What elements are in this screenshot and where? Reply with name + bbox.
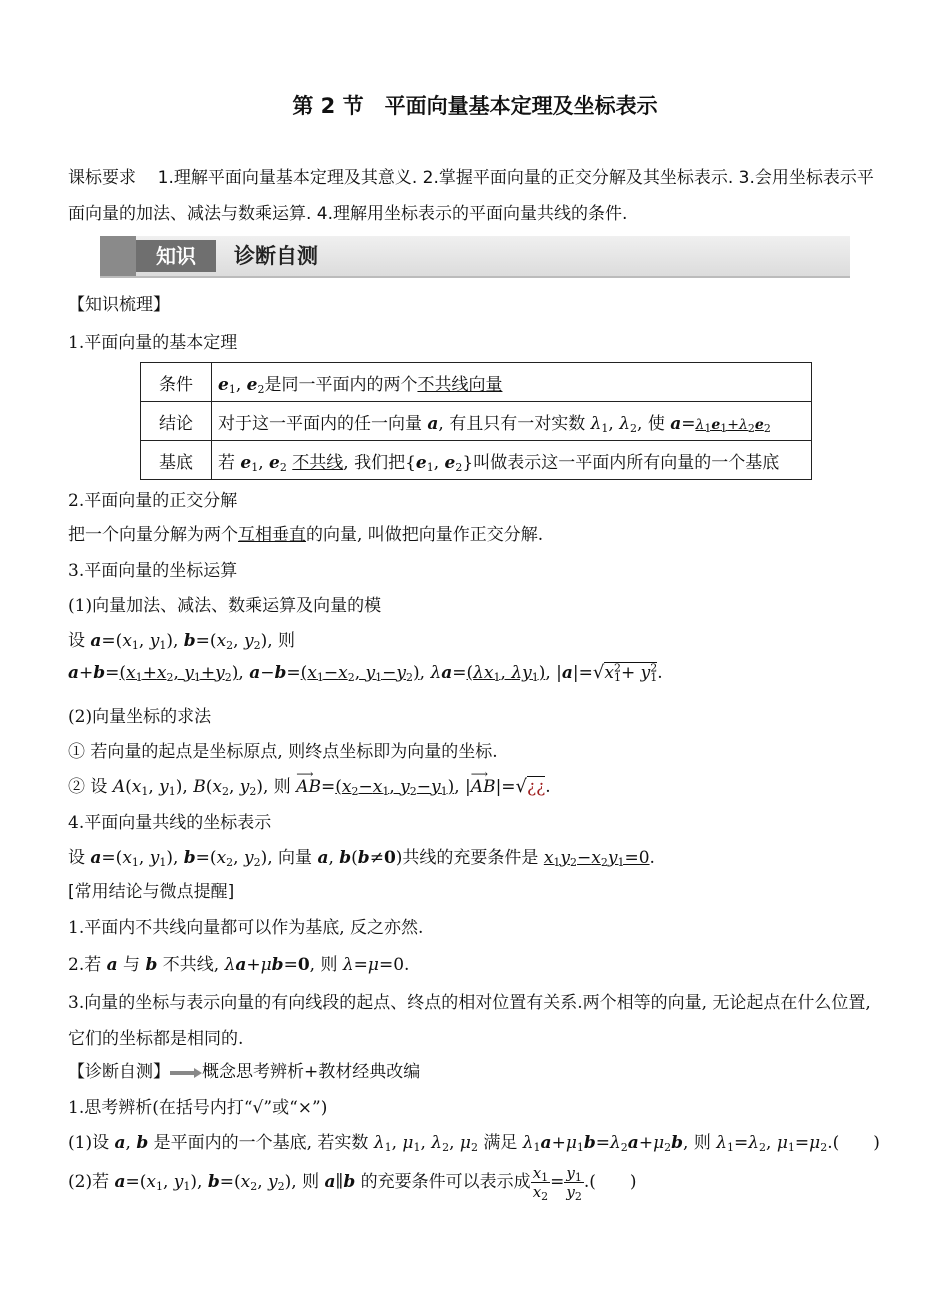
q1-2-a: (2)若 (68, 1172, 115, 1192)
rule-2-text: ② 设 (68, 777, 113, 797)
section-1-heading: 1.平面向量的基本定理 (68, 333, 238, 353)
section-banner (100, 236, 850, 278)
section-3-heading: 3.平面向量的坐标运算 (68, 561, 238, 581)
coordinate-rule-1: ① 若向量的起点是坐标原点, 则终点坐标即为向量的坐标. (68, 742, 498, 762)
table-value-condition: $e_1$, $e_2$是同一平面内的两个不共线向量 (212, 363, 812, 402)
curriculum-label: 课标要求 (68, 168, 136, 188)
section-3-1-heading: (1)向量加法、减法、数乘运算及向量的模 (68, 596, 382, 616)
q1-2-e: .( ) (583, 1172, 637, 1192)
condition-text: 是同一平面内的两个 (264, 374, 418, 395)
diagnosis-heading-row (68, 1057, 420, 1082)
conclusion-2-c: 不共线, (157, 955, 225, 975)
q1-1-e: .( ) (827, 1133, 880, 1153)
section-3-setup: 设 $a=(x_1$, $y_1$), $b=(x_2$, $y_2$), 则 (68, 631, 296, 652)
conclusion-3: 3.向量的坐标与表示向量的有向线段的起点、终点的相对位置有关系.两个相等的向量, 无论起点在什么位置, 它们的坐标都是相同的. (68, 993, 871, 1049)
conclusion-1: 1.平面内不共线向量都可以作为基底, 反之亦然. (68, 918, 424, 938)
q1-2-c: 的充要条件可以表示成 (355, 1172, 531, 1192)
then-text: , 则 (267, 631, 296, 651)
coordinate-rule-2: ② 设 $A(x_1$, $y_1$), $B(x_2$, $y_2$), 则 AB ⟶ $=(x_2-x_1$, $y_2-y_1$), |AB ⟶ |=√¿¿. (68, 767, 551, 798)
set-text-2: 设 (68, 848, 91, 868)
page-title: 第 2 节 平面向量基本定理及坐标表示 (292, 94, 658, 118)
set-text: 设 (68, 631, 91, 651)
curriculum-requirements (68, 160, 880, 232)
conclusion-text-a: 对于这一平面内的任一向量 (218, 413, 428, 434)
q1-1-d: , 则 (683, 1133, 717, 1153)
collinear-condition: 设 $a=(x_1$, $y_1$), $b=(x_2$, $y_2$), 向量 a, b(b≠0)共线的充要条件是 $x_1y_2-x_2y_1=0$. (68, 848, 655, 869)
coordinate-ops-formula: $a+b=(x_1+x_2$, $y_1+y_2$), $a-b=(x_1-x_2$, $y_1-y_2$), $\lambda a=(\lambda x_1$, $\lambda y_1$), $|a|=√x^2_1+ y^2_1$. (68, 661, 663, 684)
curriculum-text: 1.理解平面向量基本定理及其意义. 2.掌握平面向量的正交分解及其坐标表示. 3.会用坐标表示平面向量的加法、减法与数乘运算. 4.理解用坐标表示的平面向量共线的条件. (68, 168, 874, 224)
table-row (141, 363, 812, 402)
q1-1-b: 是平面内的一个基底, 若实数 (148, 1133, 374, 1153)
question-1-2: (2)若 $a=(x_1$, $y_1$), $b=(x_2$, $y_2$), 则 a∥b 的充要条件可以表示成 $\frac{x_1}{x_2}$ = $\frac{y_1}{y_2}$ .( ) (68, 1164, 637, 1203)
conclusion-2: 2.若 a 与 b 不共线, λa+μb=0, 则 λ=μ=0. (68, 955, 410, 975)
table-value-basis: 若 $e_1$, $e_2$ 不共线, 我们把{$e_1$, $e_2$}叫做表示这一平面内所有向量的一个基底 (212, 441, 812, 480)
question-1: 1.思考辨析(在括号内打“√”或“×”) (68, 1098, 328, 1118)
section-2-text (68, 520, 543, 545)
diagnosis-subtitle: 概念思考辨析+教材经典改编 (202, 1062, 421, 1082)
section-3-2-heading: (2)向量坐标的求法 (68, 707, 212, 727)
question-1-1: (1)设 a, b 是平面内的一个基底, 若实数 $\lambda_1$, $\mu_1$, $\lambda_2$, $\mu_2$ 满足 $\lambda_1a+\mu_1b=\lambda_2a+\mu_2b$, 则 $\lambda_1=\lambda_2$, $\mu_1=\mu_2$.( ) (68, 1133, 880, 1154)
q1-1-c: 满足 (477, 1133, 523, 1153)
common-conclusions-heading: [常用结论与微点提醒] (68, 882, 235, 902)
basis-text-a: 若 (218, 452, 241, 473)
theorem-table (140, 362, 812, 480)
diagnosis-heading: 【诊断自测】 (68, 1062, 170, 1082)
condition-answer: 不共线向量 (417, 374, 503, 395)
basis-text-c: }叫做表示这一平面内所有向量的一个基底 (462, 452, 780, 473)
conclusion-text-c: , 使 (637, 413, 671, 434)
section-2-heading: 2.平面向量的正交分解 (68, 491, 238, 511)
table-key-conclusion: 结论 (141, 402, 212, 441)
table-key-basis: 基底 (141, 441, 212, 480)
q1-1-a: (1)设 (68, 1133, 115, 1153)
section-2-text-b: 的向量, 叫做把向量作正交分解. (306, 525, 544, 545)
table-row (141, 402, 812, 441)
basis-answer: 不共线 (292, 452, 344, 473)
q1-2-b: , 则 (291, 1172, 325, 1192)
fraction-x: $\frac{x_1}{x_2}$ (532, 1164, 549, 1203)
collinear-text-b: 共线的充要条件是 (402, 848, 544, 868)
conclusion-2-b: 与 (117, 955, 146, 975)
section-2-text-a: 把一个向量分解为两个 (68, 525, 238, 545)
section-2-answer: 互相垂直 (238, 525, 306, 545)
knowledge-heading: 【知识梳理】 (68, 295, 170, 315)
banner-label: 诊断自测 (234, 244, 318, 268)
fraction-y: $\frac{y_1}{y_2}$ (566, 1164, 582, 1203)
table-value-conclusion: 对于这一平面内的任一向量 a, 有且只有一对实数 $\lambda_1$, $\lambda_2$, 使 $a=\lambda_1e_1+\lambda_2e_2$ (212, 402, 812, 441)
banner-tag: 知识 (136, 240, 216, 272)
basis-text-b: , 我们把{ (343, 452, 416, 473)
conclusion-2-d: , 则 (309, 955, 343, 975)
table-key-condition: 条件 (141, 363, 212, 402)
conclusion-2-a: 2.若 (68, 955, 107, 975)
section-4-heading: 4.平面向量共线的坐标表示 (68, 813, 272, 833)
collinear-text-a: , 向量 (267, 848, 318, 868)
conclusion-text-b: , 有且只有一对实数 (438, 413, 591, 434)
arrow-right-icon (170, 1068, 202, 1078)
banner-accent (100, 236, 136, 276)
table-row (141, 441, 812, 480)
